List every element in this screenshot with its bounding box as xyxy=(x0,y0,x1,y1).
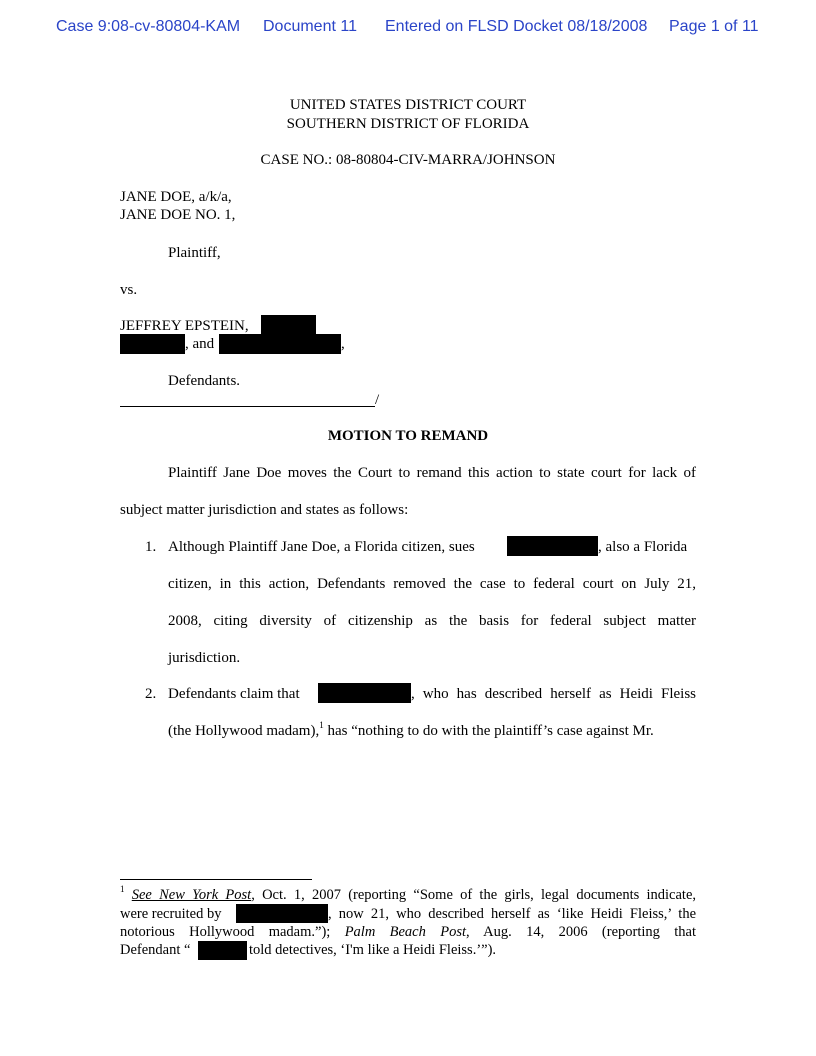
defendant-epstein: JEFFREY EPSTEIN, xyxy=(120,318,249,334)
paragraph2-line2b: has “nothing to do with the plaintiff’s case against Mr. xyxy=(323,723,654,739)
footnote-line4a: Defendant “ xyxy=(120,942,191,958)
paragraph1-line1b: , also a Florida xyxy=(598,539,688,555)
court-name-line2: SOUTHERN DISTRICT OF FLORIDA xyxy=(286,116,530,132)
footnote-line4b: told detectives, ‘I'm like a Heidi Fleiss.’”). xyxy=(249,942,497,958)
header-docket-entry: Entered on FLSD Docket 08/18/2008 xyxy=(385,18,648,35)
redaction-box xyxy=(120,334,185,354)
redaction-box xyxy=(236,904,328,923)
caption-slash: / xyxy=(375,392,380,408)
footnote-line2a: were recruited by xyxy=(120,906,222,922)
paragraph1-line1a: Although Plaintiff Jane Doe, a Florida citizen, sues xyxy=(168,539,475,555)
footnote-rule xyxy=(120,879,312,880)
paragraph-number: 2. xyxy=(145,686,157,702)
plaintiff-name-line1: JANE DOE, a/k/a, xyxy=(120,189,232,205)
redaction-box xyxy=(219,334,341,354)
paragraph1-line4: jurisdiction. xyxy=(168,650,241,666)
paragraph2-line2 xyxy=(168,720,654,740)
paragraph2-line1b: , who has described herself as Heidi Fleiss xyxy=(411,686,696,702)
paragraph-number: 1. xyxy=(145,539,157,555)
footnote-line2b: , now 21, who described herself as ‘like Heidi Fleiss,’ the xyxy=(328,906,696,922)
case-number: CASE NO.: 08-80804-CIV-MARRA/JOHNSON xyxy=(260,152,556,168)
redaction-box xyxy=(318,683,411,703)
versus: vs. xyxy=(120,282,138,298)
header-document-number: Document 11 xyxy=(263,18,357,35)
defendant-comma: , xyxy=(341,336,345,352)
footnote-line1-rest: , Oct. 1, 2007 (reporting “Some of the girls, legal documents indicate, xyxy=(251,887,697,903)
footnote-line3a: notorious Hollywood madam.”); xyxy=(120,924,331,940)
plaintiff-role: Plaintiff, xyxy=(168,245,221,261)
footnote-source-pbpost: Palm Beach Post xyxy=(344,924,466,940)
footnote-line3c: , Aug. 14, 2006 (reporting that xyxy=(466,924,696,940)
paragraph2-line2a: (the Hollywood madam), xyxy=(168,723,320,739)
footnote-line3 xyxy=(120,924,696,941)
paragraph1-line2: citizen, in this action, Defendants removed the case to federal court on July 21, xyxy=(168,576,696,592)
motion-title: MOTION TO REMAND xyxy=(327,428,489,444)
footnote-reference: 1 xyxy=(319,720,324,730)
footnote-source-nypost: See New York Post xyxy=(131,887,252,903)
caption-rule xyxy=(120,406,375,407)
defendant-and: , and xyxy=(185,336,215,352)
defendant-line1 xyxy=(120,318,249,335)
header-case-number: Case 9:08-cv-80804-KAM xyxy=(56,18,241,35)
intro-line2: subject matter jurisdiction and states as follows: xyxy=(120,502,409,518)
redaction-box xyxy=(198,941,247,960)
paragraph2-line1a: Defendants claim that xyxy=(168,686,300,702)
redaction-box xyxy=(261,315,316,335)
defendant-role: Defendants. xyxy=(168,373,241,389)
header-page-number: Page 1 of 11 xyxy=(669,18,759,35)
redaction-box xyxy=(507,536,598,556)
paragraph1-line3: 2008, citing diversity of citizenship as the basis for federal subject matter xyxy=(168,613,696,629)
footnote-marker: 1 xyxy=(120,884,125,894)
plaintiff-name-line2: JANE DOE NO. 1, xyxy=(120,207,236,223)
footnote-line1 xyxy=(120,884,697,904)
court-name-line1: UNITED STATES DISTRICT COURT xyxy=(289,97,527,113)
intro-line1: Plaintiff Jane Doe moves the Court to remand this action to state court for lack of xyxy=(168,465,696,481)
